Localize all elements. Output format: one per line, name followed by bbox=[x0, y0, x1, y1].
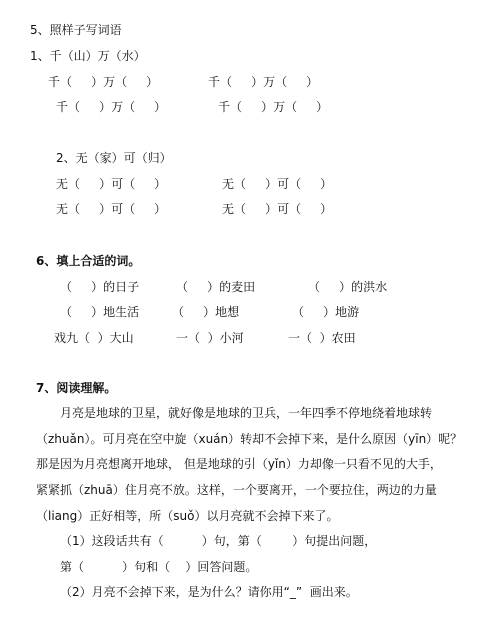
blank-item[interactable]: 戏九（ ）大山 bbox=[54, 331, 134, 345]
blank-item[interactable]: 无（ ）可（ ） bbox=[56, 177, 167, 191]
passage-line: （liang）正好相等，所（suǒ）以月亮就不会掉下来了。 bbox=[36, 509, 339, 523]
blank-item[interactable]: （ ）地游 bbox=[292, 305, 360, 319]
question-2: （2）月亮不会掉下来，是为什么？请你用“_” 画出来。 bbox=[60, 585, 358, 599]
blank-item[interactable]: （ ）地想 bbox=[172, 305, 240, 319]
blank-item[interactable]: 一（ ）小河 bbox=[176, 331, 244, 345]
blank-item[interactable]: 无（ ）可（ ） bbox=[56, 202, 167, 216]
question-1[interactable]: （1）这段话共有（ ）句，第（ ）句提出问题， bbox=[60, 534, 377, 548]
blank-item[interactable]: 千（ ）万（ ） bbox=[56, 100, 167, 114]
blank-item[interactable]: （ ）的洪水 bbox=[308, 280, 388, 294]
passage-line: 那是因为月亮想离开地球， 但是地球的引（yǐn）力却像一只看不见的大手， bbox=[36, 457, 442, 471]
blank-item[interactable]: 千（ ）万（ ） bbox=[48, 75, 159, 89]
blank-item[interactable]: 无（ ）可（ ） bbox=[222, 202, 333, 216]
blank-item[interactable]: 无（ ）可（ ） bbox=[222, 177, 333, 191]
passage-line: 月亮是地球的卫星，就好像是地球的卫兵，一年四季不停地绕着地球转 bbox=[60, 406, 433, 420]
section-5-heading: 5、照样子写词语 bbox=[30, 23, 122, 37]
blank-item[interactable]: 千（ ）万（ ） bbox=[208, 75, 319, 89]
question-1-continued[interactable]: 第（ ）句和（ ）回答问题。 bbox=[60, 560, 258, 574]
blank-item[interactable]: 一（ ）农田 bbox=[288, 331, 356, 345]
passage-line: （zhuǎn）。可月亮在空中旋（xuán）转却不会掉下来，是什么原因（yīn）呢？ bbox=[36, 432, 463, 446]
blank-item[interactable]: （ ）的麦田 bbox=[176, 280, 256, 294]
blank-item[interactable]: （ ）地生活 bbox=[60, 305, 140, 319]
example-1: 1、千（山）万（水） bbox=[30, 49, 146, 63]
section-6-heading: 6、填上合适的词。 bbox=[36, 254, 141, 268]
example-2: 2、无（家）可（归） bbox=[56, 151, 172, 165]
passage-line: 紧紧抓（zhuā）住月亮不放。这样，一个要离开，一个要拉住，两边的力量 bbox=[36, 483, 437, 497]
blank-item[interactable]: （ ）的日子 bbox=[60, 280, 140, 294]
section-7-heading: 7、阅读理解。 bbox=[36, 381, 117, 395]
blank-item[interactable]: 千（ ）万（ ） bbox=[218, 100, 329, 114]
